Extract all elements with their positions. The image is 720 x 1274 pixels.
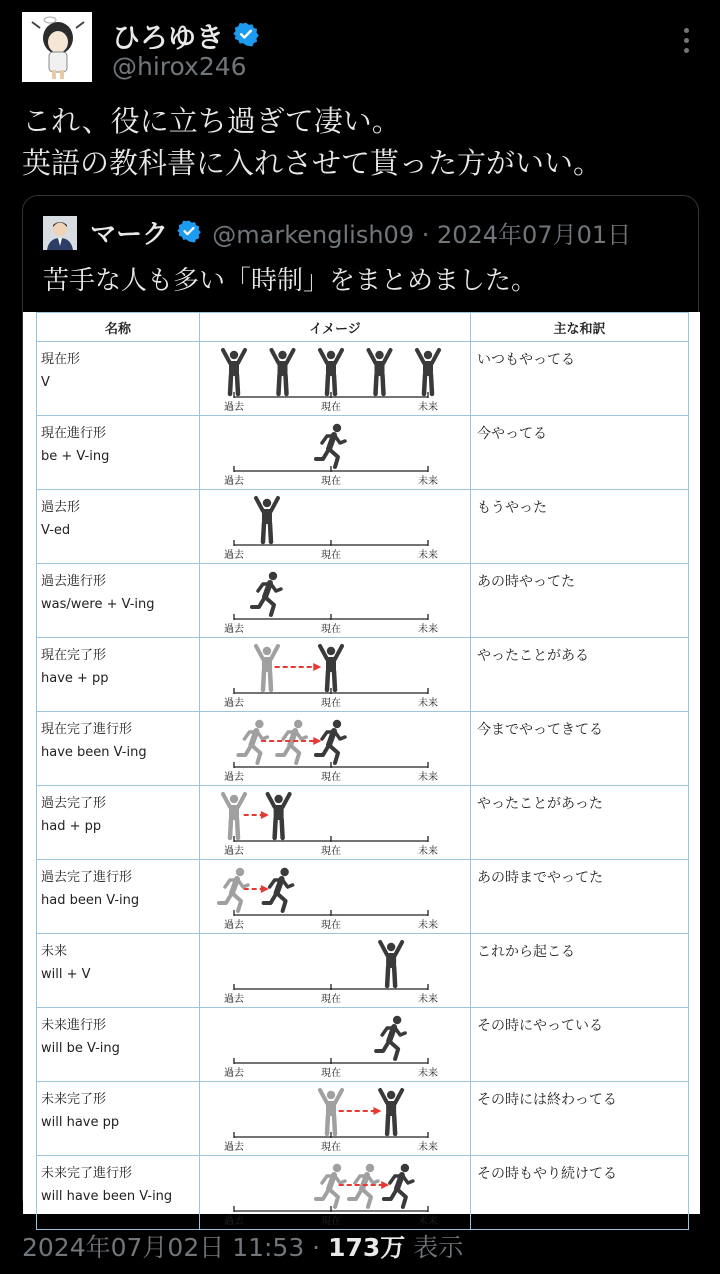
tense-name-cell bbox=[37, 490, 200, 564]
table-header: 名称 bbox=[37, 313, 200, 342]
tense-name: 現在完了形 bbox=[41, 648, 107, 663]
dashed-arrow bbox=[339, 1107, 382, 1115]
tense-form: had been V-ing bbox=[41, 893, 140, 908]
table-row bbox=[37, 786, 689, 860]
views-label: 表示 bbox=[405, 1233, 464, 1262]
timeline-diagram bbox=[200, 1082, 471, 1155]
timeline-label-past: 過去 bbox=[224, 698, 244, 709]
tense-form: have + pp bbox=[41, 671, 109, 686]
tweet-text-line: これ、役に立ち過ぎて凄い。 bbox=[22, 104, 401, 138]
timeline-diagram bbox=[200, 416, 471, 489]
timeline-label-present: 現在 bbox=[321, 994, 341, 1005]
japanese-meaning: もうやった bbox=[471, 490, 689, 564]
timeline-cell bbox=[200, 564, 471, 638]
tense-name-cell bbox=[37, 1008, 200, 1082]
tense-name-cell bbox=[37, 416, 200, 490]
timeline-label-future: 未来 bbox=[418, 698, 438, 709]
timeline-label-present: 現在 bbox=[321, 920, 341, 931]
stick-figure-standing bbox=[268, 794, 290, 838]
timeline-diagram bbox=[200, 934, 471, 1007]
timeline-label-future: 未来 bbox=[418, 402, 438, 413]
timeline-cell bbox=[200, 342, 471, 416]
table-row bbox=[37, 638, 689, 712]
tense-name: 未来進行形 bbox=[41, 1018, 107, 1033]
timeline-diagram bbox=[200, 564, 471, 637]
tense-name-cell bbox=[37, 564, 200, 638]
timeline-label-future: 未来 bbox=[418, 624, 438, 635]
stick-figure-running bbox=[316, 424, 345, 467]
timeline-label-present: 現在 bbox=[321, 624, 341, 635]
timeline-cell bbox=[200, 416, 471, 490]
stick-figure-running bbox=[219, 868, 248, 911]
stick-figure-running bbox=[252, 572, 281, 615]
timeline-label-past: 過去 bbox=[224, 1216, 244, 1227]
japanese-meaning: その時には終わってる bbox=[471, 1082, 689, 1156]
timeline-label-present: 現在 bbox=[321, 698, 341, 709]
timeline-label-future: 未来 bbox=[418, 476, 438, 487]
tense-name: 過去完了形 bbox=[41, 796, 107, 811]
more-options-icon[interactable] bbox=[680, 28, 692, 58]
japanese-meaning: やったことがあった bbox=[471, 786, 689, 860]
tense-name: 未来完了形 bbox=[41, 1092, 107, 1107]
timeline-label-present: 現在 bbox=[321, 1142, 341, 1153]
timeline-cell bbox=[200, 860, 471, 934]
tense-form: will + V bbox=[41, 967, 91, 982]
stick-figure-standing bbox=[256, 646, 278, 690]
timeline-axis bbox=[234, 910, 428, 916]
tweet-header bbox=[22, 12, 698, 86]
tense-name-cell bbox=[37, 712, 200, 786]
timeline-diagram bbox=[200, 786, 471, 859]
table-row bbox=[37, 860, 689, 934]
tense-form: had + pp bbox=[41, 819, 102, 834]
stick-figure-standing bbox=[380, 1090, 402, 1134]
timeline-cell bbox=[200, 712, 471, 786]
timeline-axis bbox=[234, 984, 428, 990]
tense-form: V-ed bbox=[41, 523, 71, 538]
table-row bbox=[37, 490, 689, 564]
stick-figure-standing bbox=[369, 350, 391, 394]
tense-name-cell bbox=[37, 786, 200, 860]
timeline-label-future: 未来 bbox=[418, 1216, 438, 1227]
timeline-label-past: 過去 bbox=[224, 1142, 244, 1153]
timeline-label-present: 現在 bbox=[321, 476, 341, 487]
tense-table bbox=[36, 312, 689, 1230]
tense-form: will have been V-ing bbox=[41, 1189, 173, 1204]
timeline-label-past: 過去 bbox=[224, 624, 244, 635]
verified-badge-icon bbox=[233, 21, 259, 51]
stick-figure-standing bbox=[223, 794, 245, 838]
timeline-diagram bbox=[200, 490, 471, 563]
stick-figure-standing bbox=[320, 350, 342, 394]
timeline-label-present: 現在 bbox=[321, 1216, 341, 1227]
timeline-axis bbox=[234, 392, 428, 398]
timeline-label-future: 未来 bbox=[418, 550, 438, 561]
japanese-meaning: あの時やってた bbox=[471, 564, 689, 638]
tense-name: 未来完了進行形 bbox=[41, 1166, 133, 1181]
table-row bbox=[37, 934, 689, 1008]
tense-name: 過去完了進行形 bbox=[41, 870, 133, 885]
timeline-label-future: 未来 bbox=[418, 920, 438, 931]
table-row bbox=[37, 342, 689, 416]
timeline-label-past: 過去 bbox=[224, 994, 244, 1005]
tense-name: 現在進行形 bbox=[41, 426, 107, 441]
timeline-axis bbox=[234, 1132, 428, 1138]
quoted-author-name: マーク bbox=[90, 220, 169, 250]
timeline-diagram bbox=[200, 860, 471, 933]
verified-badge-icon bbox=[177, 219, 201, 247]
quoted-tweet[interactable] bbox=[22, 195, 699, 1227]
japanese-meaning: やったことがある bbox=[471, 638, 689, 712]
japanese-meaning: いつもやってる bbox=[471, 342, 689, 416]
table-row bbox=[37, 712, 689, 786]
stick-figure-standing bbox=[223, 350, 245, 394]
timeline-label-past: 過去 bbox=[224, 846, 244, 857]
table-row bbox=[37, 1008, 689, 1082]
table-row bbox=[37, 1082, 689, 1156]
timeline-label-past: 過去 bbox=[224, 550, 244, 561]
quoted-author-avatar bbox=[43, 216, 77, 250]
dashed-arrow bbox=[244, 811, 269, 819]
tweet-text-line: 英語の教科書に入れさせて貰った方がいい。 bbox=[22, 146, 603, 180]
japanese-meaning: その時にやっている bbox=[471, 1008, 689, 1082]
timeline-diagram bbox=[200, 342, 471, 415]
timeline-cell bbox=[200, 786, 471, 860]
tweet-media-image[interactable] bbox=[23, 312, 700, 1227]
timeline-cell bbox=[200, 1008, 471, 1082]
timeline-cell bbox=[200, 1082, 471, 1156]
tense-name-cell bbox=[37, 638, 200, 712]
timeline-label-past: 過去 bbox=[224, 402, 244, 413]
quoted-handle-date: @markenglish09 · 2024年07月01日 bbox=[212, 221, 632, 249]
tense-name-cell bbox=[37, 934, 200, 1008]
tweet-text bbox=[22, 100, 702, 184]
tense-form: will have pp bbox=[41, 1115, 120, 1130]
japanese-meaning: 今までやってきてる bbox=[471, 712, 689, 786]
timeline-label-past: 過去 bbox=[224, 476, 244, 487]
tense-name-cell bbox=[37, 342, 200, 416]
table-header: イメージ bbox=[200, 313, 471, 342]
dashed-arrow bbox=[275, 663, 322, 671]
tense-name-cell bbox=[37, 860, 200, 934]
timeline-label-future: 未来 bbox=[418, 994, 438, 1005]
stick-figure-standing bbox=[380, 942, 402, 986]
timeline-label-future: 未来 bbox=[418, 846, 438, 857]
author-handle[interactable]: @hirox246 bbox=[112, 52, 247, 81]
tweet-footer bbox=[22, 1228, 463, 1264]
quoted-tweet-header bbox=[43, 214, 631, 250]
timeline-label-present: 現在 bbox=[321, 402, 341, 413]
table-row bbox=[37, 1156, 689, 1230]
tense-form: have been V-ing bbox=[41, 745, 147, 760]
tense-name: 現在形 bbox=[41, 352, 81, 367]
timeline-label-past: 過去 bbox=[224, 772, 244, 783]
stick-figure-standing bbox=[320, 1090, 342, 1134]
tense-form: was/were + V-ing bbox=[41, 597, 155, 612]
timeline-axis bbox=[234, 1206, 428, 1212]
timeline-label-past: 過去 bbox=[224, 920, 244, 931]
timeline-axis bbox=[234, 762, 428, 768]
tense-name: 過去進行形 bbox=[41, 574, 107, 589]
stick-figure-standing bbox=[256, 498, 278, 542]
timeline-label-present: 現在 bbox=[321, 846, 341, 857]
japanese-meaning: あの時までやってた bbox=[471, 860, 689, 934]
author-name[interactable]: ひろゆき bbox=[112, 21, 225, 54]
tense-name-cell bbox=[37, 1082, 200, 1156]
timeline-cell bbox=[200, 638, 471, 712]
timeline-diagram bbox=[200, 1156, 471, 1229]
japanese-meaning: 今やってる bbox=[471, 416, 689, 490]
tense-name: 現在完了進行形 bbox=[41, 722, 133, 737]
timeline-cell bbox=[200, 1156, 471, 1230]
stick-figure-running bbox=[376, 1016, 405, 1059]
timeline-diagram bbox=[200, 638, 471, 711]
timeline-label-present: 現在 bbox=[321, 550, 341, 561]
stick-figure-standing bbox=[417, 350, 439, 394]
tense-form: V bbox=[41, 375, 50, 390]
table-row bbox=[37, 416, 689, 490]
timeline-cell bbox=[200, 490, 471, 564]
japanese-meaning: その時もやり続けてる bbox=[471, 1156, 689, 1230]
tense-form: be + V-ing bbox=[41, 449, 110, 464]
timeline-label-present: 現在 bbox=[321, 1068, 341, 1079]
timeline-diagram bbox=[200, 1008, 471, 1081]
timeline-label-future: 未来 bbox=[418, 1142, 438, 1153]
timeline-axis bbox=[234, 836, 428, 842]
timeline-label-future: 未来 bbox=[418, 1068, 438, 1079]
timeline-axis bbox=[234, 614, 428, 620]
table-header: 主な和訳 bbox=[471, 313, 689, 342]
timeline-cell bbox=[200, 934, 471, 1008]
timeline-diagram bbox=[200, 712, 471, 785]
timeline-axis bbox=[234, 466, 428, 472]
stick-figure-standing bbox=[272, 350, 294, 394]
timeline-label-past: 過去 bbox=[224, 1068, 244, 1079]
quoted-tweet-text: 苦手な人も多い「時制」をまとめました。 bbox=[43, 266, 538, 296]
tense-form: will be V-ing bbox=[41, 1041, 120, 1056]
author-avatar[interactable] bbox=[22, 12, 92, 82]
tense-name: 未来 bbox=[41, 944, 68, 959]
timeline-axis bbox=[234, 1058, 428, 1064]
timeline-label-present: 現在 bbox=[321, 772, 341, 783]
stick-figure-standing bbox=[320, 646, 342, 690]
japanese-meaning: これから起こる bbox=[471, 934, 689, 1008]
author-info bbox=[112, 16, 259, 56]
timeline-label-future: 未来 bbox=[418, 772, 438, 783]
table-row bbox=[37, 564, 689, 638]
tense-name-cell bbox=[37, 1156, 200, 1230]
tweet-datetime[interactable]: 2024年07月02日 11:53 · bbox=[22, 1233, 329, 1262]
tense-name: 過去形 bbox=[41, 500, 81, 515]
view-count: 173万 bbox=[328, 1233, 406, 1262]
